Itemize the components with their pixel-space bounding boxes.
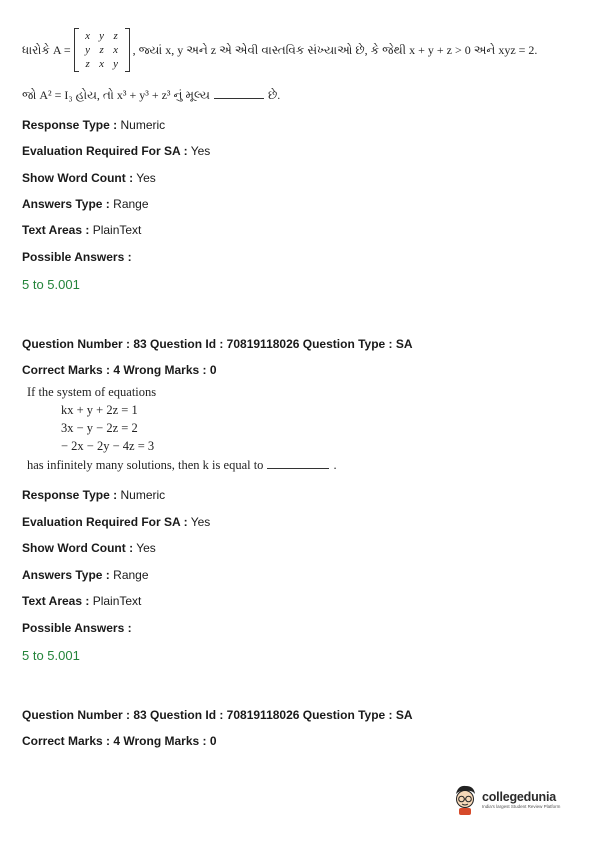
meta-label: Text Areas : (22, 594, 90, 608)
matrix-cell: x (99, 58, 105, 70)
meta-label: Evaluation Required For SA : (22, 144, 188, 158)
question-text-line-1 (22, 20, 537, 80)
question-marks-text: Correct Marks : 4 Wrong Marks : 0 (22, 734, 217, 748)
equation-2: 3x − y − 2z = 2 (61, 421, 138, 435)
question-marks (22, 363, 217, 377)
question-header (22, 708, 413, 722)
question-conclusion-text: has infinitely many solutions, then k is equal to (27, 458, 264, 472)
meta-evaluation-required (22, 515, 210, 529)
question-prefix: ધારોકે A = (22, 42, 71, 57)
meta-possible-answers (22, 621, 132, 635)
equation-1: kx + y + 2z = 1 (61, 403, 138, 417)
meta-text-areas (22, 594, 141, 608)
meta-answers-type (22, 568, 149, 582)
matrix-right-bracket (125, 28, 130, 72)
question-header-text: Question Number : 83 Question Id : 70819118026 Question Type : SA (22, 708, 413, 722)
equation-3: − 2x − 2y − 4z = 3 (61, 439, 155, 453)
question-marks (22, 734, 217, 748)
meta-response-type (22, 118, 165, 132)
meta-possible-answers (22, 250, 132, 264)
meta-text-areas (22, 223, 141, 237)
meta-value: Yes (190, 515, 211, 529)
question-text-line-2 (22, 88, 280, 103)
collegedunia-logo (452, 780, 577, 818)
meta-value: PlainText (92, 223, 142, 237)
meta-value: Yes (190, 144, 211, 158)
meta-show-word-count (22, 541, 156, 555)
matrix-a (74, 28, 130, 72)
logo-name: collegedunia (482, 789, 557, 804)
possible-answer-value: 5 to 5.001 (22, 277, 80, 292)
matrix-cell: y (85, 44, 91, 56)
matrix-cell: z (99, 44, 104, 56)
meta-answers-type (22, 197, 149, 211)
question-header-text: Question Number : 83 Question Id : 70819118026 Question Type : SA (22, 337, 413, 351)
possible-answer-value: 5 to 5.001 (22, 648, 80, 663)
meta-label: Answers Type : (22, 197, 110, 211)
meta-value: Numeric (120, 488, 166, 502)
matrix-cell: y (99, 30, 105, 42)
logo-tagline: India's largest Student Review Platform (482, 803, 561, 809)
meta-value: Range (113, 568, 149, 582)
meta-label: Response Type : (22, 118, 118, 132)
question-intro: If the system of equations (27, 385, 157, 399)
meta-label: Show Word Count : (22, 171, 134, 185)
answer-blank (214, 98, 264, 99)
matrix-cell: x (85, 30, 91, 42)
matrix-cell: z (85, 58, 90, 70)
meta-value: Numeric (120, 118, 166, 132)
meta-label: Text Areas : (22, 223, 90, 237)
meta-label: Answers Type : (22, 568, 110, 582)
meta-show-word-count (22, 171, 156, 185)
matrix-cell: z (113, 30, 118, 42)
mascot-icon (452, 782, 478, 816)
answer-blank (267, 468, 329, 469)
meta-value: Yes (136, 171, 156, 185)
question-suffix: , જ્યાં x, y અને z એ એવી વાસ્તવિક સંખ્યાઓ છે, કે જેથી x + y + z > 0 અને xyz = 2. (132, 42, 538, 57)
matrix-cell: x (113, 44, 119, 56)
meta-evaluation-required (22, 144, 210, 158)
meta-value: Range (113, 197, 149, 211)
meta-response-type (22, 488, 165, 502)
matrix-grid (79, 28, 125, 72)
question-marks-text: Correct Marks : 4 Wrong Marks : 0 (22, 363, 217, 377)
question-line2-text: જો A² = I₃ હોય, તો x³ + y³ + z³ નું મૂલ્ય (22, 88, 211, 102)
meta-label: Possible Answers : (22, 621, 132, 635)
meta-label: Possible Answers : (22, 250, 132, 264)
question-conclusion: has infinitely many solutions, then k is equal to . (27, 458, 337, 472)
question-header (22, 337, 413, 351)
question-line2-end: છે. (268, 88, 281, 102)
meta-value: PlainText (92, 594, 142, 608)
matrix-cell: y (113, 58, 119, 70)
meta-value: Yes (136, 541, 156, 555)
meta-label: Evaluation Required For SA : (22, 515, 188, 529)
meta-label: Response Type : (22, 488, 118, 502)
meta-label: Show Word Count : (22, 541, 134, 555)
